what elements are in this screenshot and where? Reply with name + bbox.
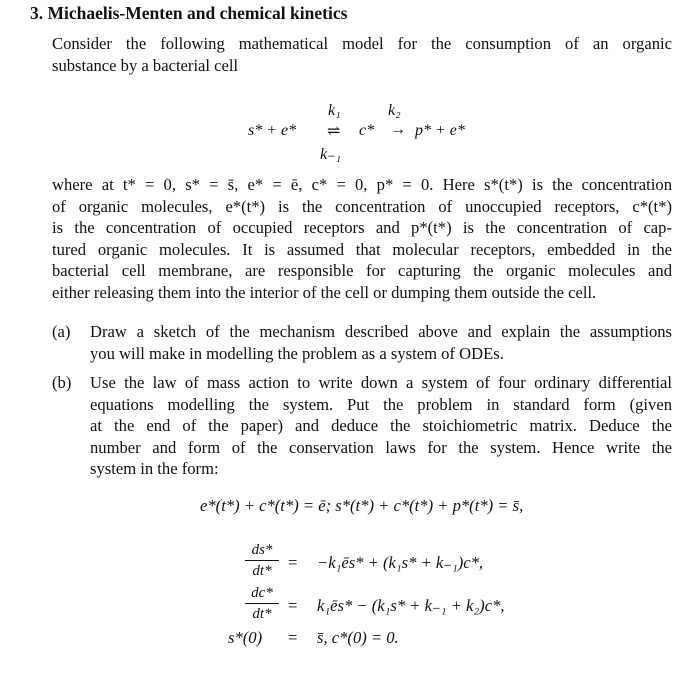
initial-condition-lhs: s*(0) xyxy=(228,628,263,647)
dc-dt-rhs: k₁ēs* − (k₁s* + k₋₁ + k₂)c*, xyxy=(317,596,505,615)
dt-denominator: dt* xyxy=(252,606,272,622)
description-line: tured organic molecules. It is assumed that molecular receptors, embedded in the xyxy=(52,239,672,259)
conservation-equation: e*(t*) + c*(t*) = ē; s*(t*) + c*(t*) + p*(t*) = s̄, xyxy=(200,496,524,515)
ds-dt-rhs: −k₁ēs* + (k₁s* + k₋₁)c*, xyxy=(317,553,484,572)
part-b xyxy=(52,372,672,482)
rate-constant-k-minus1: k₋₁ xyxy=(320,146,342,163)
dc-dt-fraction xyxy=(245,583,279,624)
intro-line: substance by a bacterial cell xyxy=(52,55,239,75)
part-a-line: Draw a sketch of the mechanism described above and explain the assumptions xyxy=(90,322,672,341)
part-a-label: (a) xyxy=(52,322,71,341)
ds-dt-fraction xyxy=(245,540,279,581)
intro-paragraph xyxy=(52,33,672,76)
products: p* + e* xyxy=(415,122,465,139)
reversible-arrow: ⇌ xyxy=(327,123,341,140)
intro-line: Consider the following mathematical model for the consumption of an organic xyxy=(52,34,672,53)
description-line: of organic molecules, e*(t*) is the concentration of unoccupied receptors, c*(t*) xyxy=(52,196,672,216)
description-line: is the concentration of occupied receptors and p*(t*) is the concentration of cap- xyxy=(52,218,672,238)
dc-numerator: dc* xyxy=(245,583,279,604)
part-a xyxy=(52,321,672,365)
equals-sign: = xyxy=(288,553,298,572)
ds-numerator: ds* xyxy=(245,540,279,561)
rate-constant-k2: k₂ xyxy=(388,102,401,119)
equals-sign: = xyxy=(288,596,298,615)
rate-constant-k1: k₁ xyxy=(328,102,341,119)
description-paragraph xyxy=(52,174,672,304)
part-b-label: (b) xyxy=(52,373,72,392)
part-b-line: Use the law of mass action to write down a system of four ordinary differential xyxy=(90,373,672,392)
equals-sign: = xyxy=(288,628,298,647)
part-b-line: equations modelling the system. Put the problem in standard form (given xyxy=(90,394,672,414)
reaction-scheme xyxy=(248,102,508,166)
initial-condition-rhs: s̄, c*(0) = 0. xyxy=(317,628,399,647)
description-line: bacterial cell membrane, are responsible for capturing the organic molecules and xyxy=(52,261,672,281)
question-title: 3. Michaelis-Menten and chemical kinetics xyxy=(30,3,348,23)
part-a-line: you will make in modelling the problem as a system of ODEs. xyxy=(90,343,504,363)
complex: c* xyxy=(359,122,375,139)
part-b-line: number and form of the conservation laws for the system. Hence write the xyxy=(90,437,672,457)
dt-denominator: dt* xyxy=(252,563,272,579)
forward-arrow: → xyxy=(390,121,406,138)
description-line: where at t* = 0, s* = s̄, e* = ē, c* = 0, p* = 0. Here s*(t*) is the concentration xyxy=(52,175,672,194)
part-b-line: system in the form: xyxy=(90,459,219,479)
description-line: either releasing them into the interior of the cell or dumping them outside the cell. xyxy=(52,282,597,302)
part-b-line: at the end of the paper) and deduce the stoichiometric matrix. Deduce the xyxy=(90,416,672,436)
reactants: s* + e* xyxy=(248,122,297,139)
